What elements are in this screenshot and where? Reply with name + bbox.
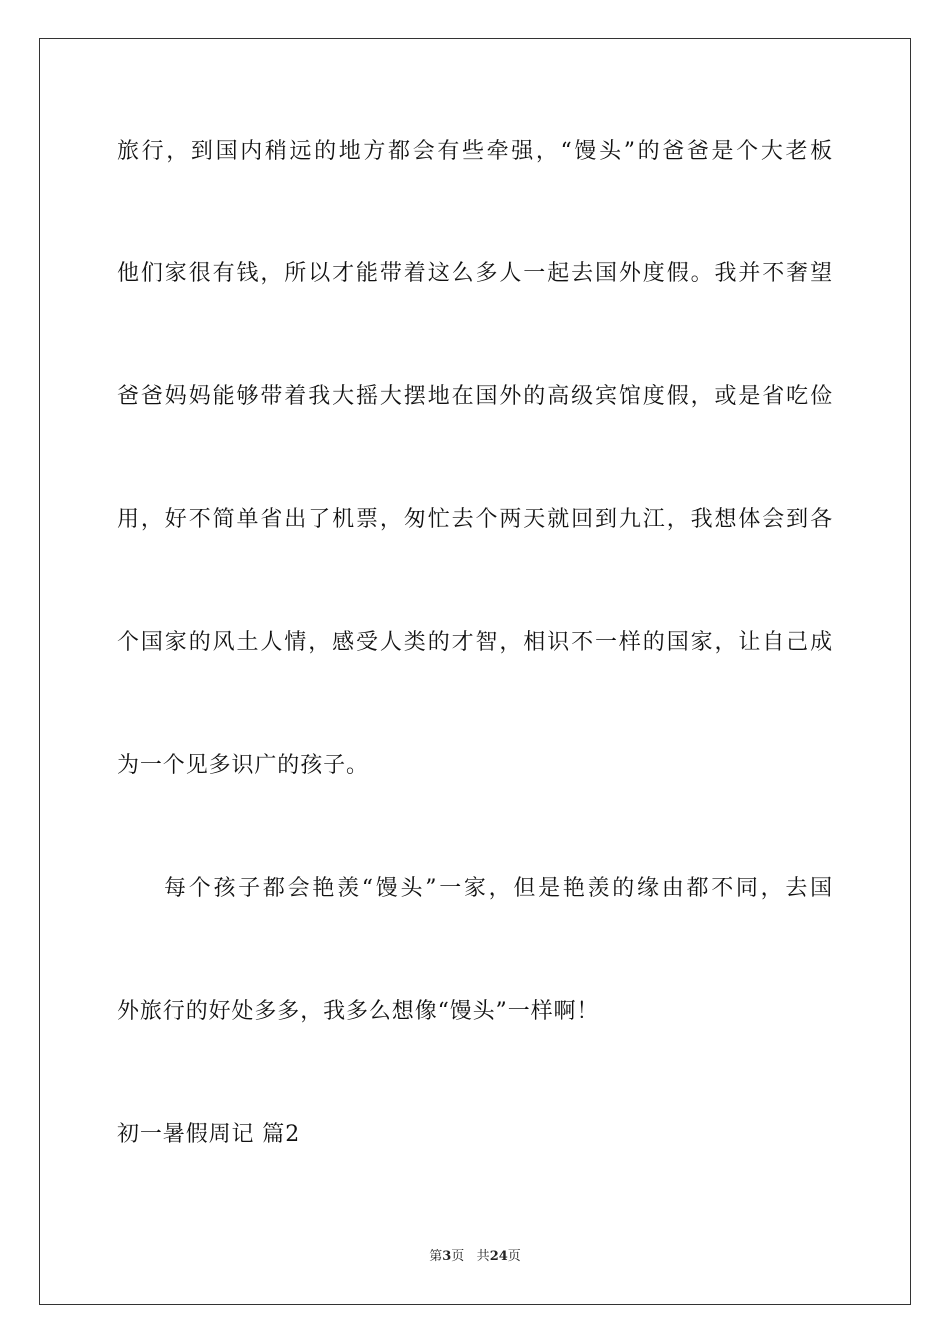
paragraph-line-2: 他们家很有钱，所以才能带着这么多人一起去国外度假。我并不奢望 — [117, 261, 833, 286]
page-footer — [0, 1248, 950, 1266]
paragraph-line-7: 每个孩子都会艳羡“馒头”一家，但是艳羡的缘由都不同，去国 — [164, 876, 833, 901]
paragraph-line-4: 用，好不简单省出了机票，匆忙去个两天就回到九江，我想体会到各 — [117, 507, 833, 532]
footer-page-current: 3 — [442, 1249, 452, 1264]
footer-page-prefix: 第 — [429, 1249, 443, 1264]
paragraph-line-5: 个国家的风土人情，感受人类的才智，相识不一样的国家，让自己成 — [117, 630, 833, 655]
footer-page-suffix: 页 — [451, 1249, 465, 1264]
paragraph-line-8: 外旅行的好处多多，我多么想像“馒头”一样啊！ — [117, 999, 600, 1024]
page-frame — [39, 38, 911, 1305]
paragraph-line-6: 为一个见多识广的孩子。 — [117, 753, 369, 778]
footer-page-total: 24 — [489, 1249, 508, 1264]
footer-total-suffix: 页 — [507, 1249, 521, 1264]
section-heading: 初一暑假周记 篇2 — [117, 1122, 301, 1147]
footer-total-prefix: 共 — [476, 1249, 490, 1264]
paragraph-line-3: 爸爸妈妈能够带着我大摇大摆地在国外的高级宾馆度假，或是省吃俭 — [117, 384, 833, 409]
paragraph-line-1: 旅行，到国内稍远的地方都会有些牵强，“馒头”的爸爸是个大老板 — [117, 139, 833, 164]
